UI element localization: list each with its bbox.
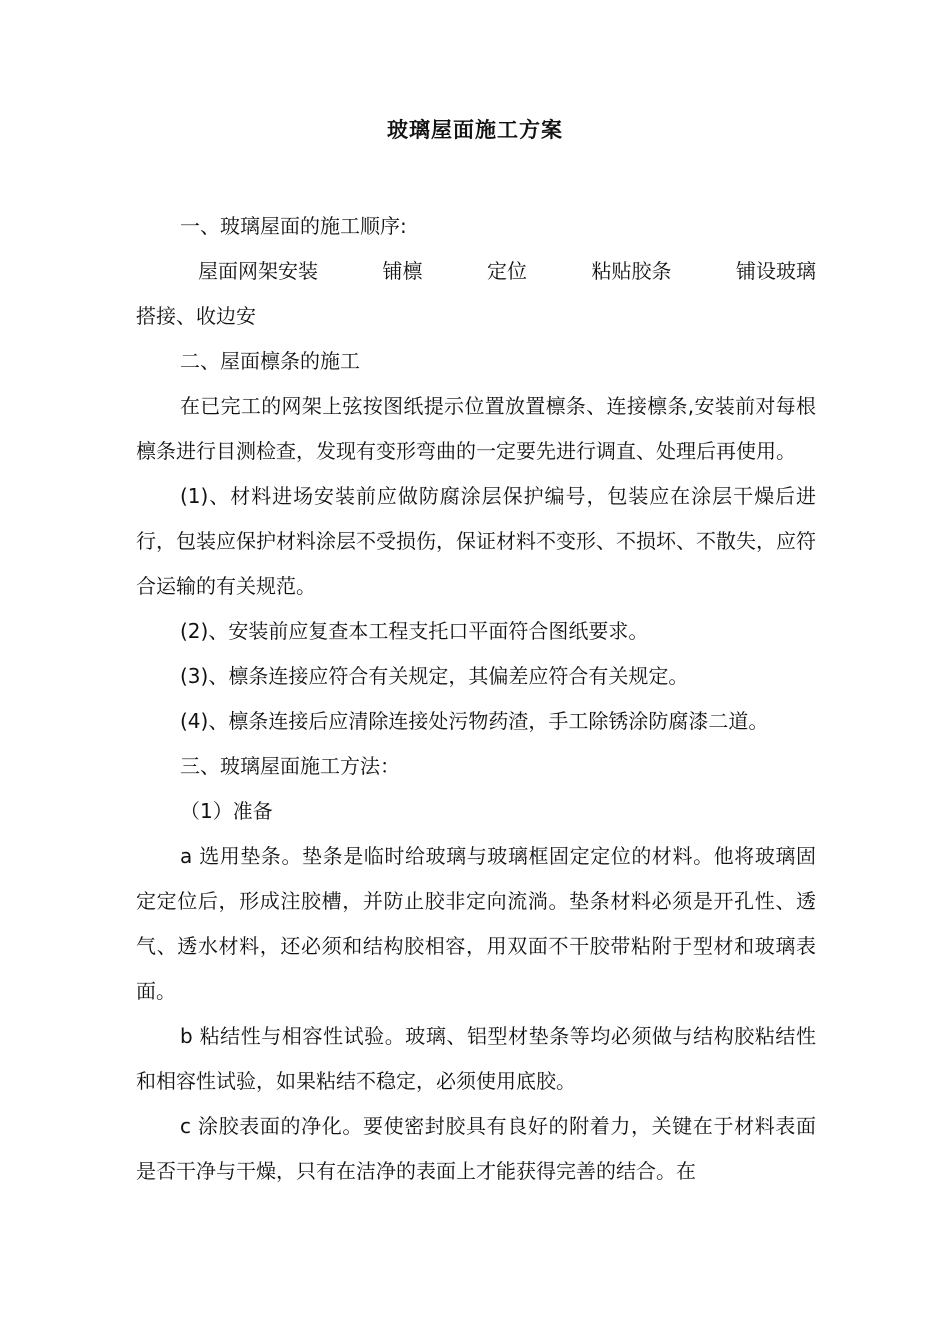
section3-heading: 三、玻璃屋面施工方法： xyxy=(180,754,400,778)
list-item-2: (2)、安装前应复查本工程支托口平面符合图纸要求。 xyxy=(180,619,649,643)
paragraph-c: c 涂胶表面的净化。要使密封胶具有良好的附着力，关键在于材料表面是否干净与干燥，只有在洁净的表面上才能获得完善的结合。在 xyxy=(136,1114,816,1183)
list-item-3: (3)、檩条连接应符合有关规定，其偏差应符合有关规定。 xyxy=(180,664,689,688)
flow-step: 铺檩 xyxy=(382,259,423,283)
list-item-1: (1)、材料进场安装前应做防腐涂层保护编号，包装应在涂层干燥后进行，包装应保护材料涂层不受损伤，保证材料不变形、不损坏、不散失，应符合运输的有关规范。 xyxy=(136,484,816,598)
flow-tail: 搭接、收边安 xyxy=(136,304,256,328)
flow-step: 屋面网架安装 xyxy=(198,259,318,283)
list-item-4: (4)、檩条连接后应清除连接处污物药渣，手工除锈涂防腐漆二道。 xyxy=(180,709,769,733)
section2-paragraph: 在已完工的网架上弦按图纸提示位置放置檩条、连接檩条,安装前对每根檩条进行目测检查，发现有变形弯曲的一定要先进行调直、处理后再使用。 xyxy=(136,394,816,463)
document-body xyxy=(136,204,816,1194)
paragraph-b: b 粘结性与相容性试验。玻璃、铝型材垫条等均必须做与结构胶粘结性和相容性试验，如果粘结不稳定，必须使用底胶。 xyxy=(136,1024,816,1093)
section1-heading: 一、玻璃屋面的施工顺序: xyxy=(180,214,407,238)
section2-heading: 二、屋面檩条的施工 xyxy=(180,349,360,373)
subsection1-heading: （1）准备 xyxy=(180,799,273,823)
construction-flow xyxy=(136,249,816,294)
flow-step: 定位 xyxy=(487,259,527,283)
document-title: 玻璃屋面施工方案 xyxy=(387,118,563,142)
flow-step: 粘贴胶条 xyxy=(591,259,672,283)
flow-step: 铺设玻璃 xyxy=(736,259,816,283)
paragraph-a: a 选用垫条。垫条是临时给玻璃与玻璃框固定定位的材料。他将玻璃固定定位后，形成注胶槽，并防止胶非定向流淌。垫条材料必须是开孔性、透气、透水材料，还必须和结构胶相容，用双面不干胶带粘附于型材和玻璃表面。 xyxy=(136,844,816,1003)
